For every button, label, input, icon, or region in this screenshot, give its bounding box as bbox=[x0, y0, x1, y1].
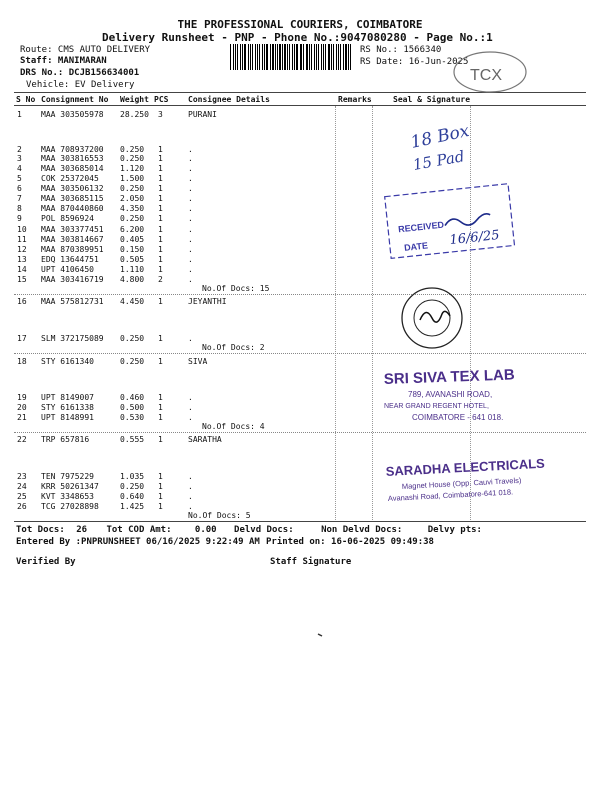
row-7-weight: 2.050 bbox=[120, 194, 145, 203]
row-21-consignee: . bbox=[188, 413, 193, 422]
row-13-consignment: EDQ 13644751 bbox=[41, 255, 99, 264]
row-12-consignee: . bbox=[188, 245, 193, 254]
row-7-pcs: 1 bbox=[158, 194, 163, 203]
round-seal bbox=[402, 288, 462, 348]
company-title: THE PROFESSIONAL COURIERS, COIMBATORE bbox=[177, 18, 423, 31]
row-20-sno: 20 bbox=[17, 403, 27, 412]
row-13-weight: 0.505 bbox=[120, 255, 145, 264]
row-18-sno: 18 bbox=[17, 357, 27, 366]
row-18-pcs: 1 bbox=[158, 357, 163, 366]
row-13-pcs: 1 bbox=[158, 255, 163, 264]
row-2-weight: 0.250 bbox=[120, 145, 145, 154]
tot-docs-value: 26 bbox=[76, 525, 88, 535]
row-14-weight: 1.110 bbox=[120, 265, 145, 274]
row-11-sno: 11 bbox=[17, 235, 27, 244]
row-10-consignment: MAA 303377451 bbox=[41, 225, 104, 234]
row-6-consignment: MAA 303506132 bbox=[41, 184, 104, 193]
verified-by: Verified By bbox=[16, 557, 76, 567]
row-22-sno: 22 bbox=[17, 435, 27, 444]
row-21-pcs: 1 bbox=[158, 413, 163, 422]
entered-by: Entered By :PNPRUNSHEET 06/16/2025 9:22:49 AM bbox=[16, 537, 260, 547]
drs-label: DRS No.: DCJB156634001 bbox=[20, 68, 140, 78]
row-9-consignee: . bbox=[188, 214, 193, 223]
row-3-sno: 3 bbox=[17, 154, 22, 163]
vehicle-label: Vehicle: EV Delivery bbox=[26, 80, 135, 90]
row-4-sno: 4 bbox=[17, 164, 22, 173]
row-17-weight: 0.250 bbox=[120, 334, 145, 343]
row-22-weight: 0.555 bbox=[120, 435, 145, 444]
row-22-pcs: 1 bbox=[158, 435, 163, 444]
printed-on: Printed on: 16-06-2025 09:49:38 bbox=[266, 537, 434, 547]
row-21-sno: 21 bbox=[17, 413, 27, 422]
row-24-sno: 24 bbox=[17, 482, 27, 491]
row-19-pcs: 1 bbox=[158, 393, 163, 402]
row-3-weight: 0.250 bbox=[120, 154, 145, 163]
row-26-consignee: . bbox=[188, 502, 193, 511]
row-14-consignment: UPT 4106450 bbox=[41, 265, 94, 274]
row-12-consignment: MAA 870389951 bbox=[41, 245, 104, 254]
row-4-pcs: 1 bbox=[158, 164, 163, 173]
row-15-consignment: MAA 303416719 bbox=[41, 275, 104, 284]
row-14-consignee: . bbox=[188, 265, 193, 274]
row-1-pcs: 3 bbox=[158, 110, 163, 119]
row-7-consignee: . bbox=[188, 194, 193, 203]
row-9-pcs: 1 bbox=[158, 214, 163, 223]
row-20-weight: 0.500 bbox=[120, 403, 145, 412]
saradha-addr2: Avanashi Road, Coimbatore-641 018. bbox=[387, 487, 514, 503]
row-7-consignment: MAA 303685115 bbox=[41, 194, 104, 203]
tot-docs-label: Tot Docs: bbox=[16, 525, 65, 535]
col-sno: S No bbox=[16, 95, 36, 104]
staff-label: Staff: MANIMARAN bbox=[20, 56, 107, 66]
staff-signature-label: Staff Signature bbox=[270, 557, 352, 567]
group-1-doc-count: No.Of Docs: 15 bbox=[202, 284, 270, 293]
row-6-sno: 6 bbox=[17, 184, 22, 193]
row-1-consignment: MAA 303505978 bbox=[41, 110, 104, 119]
row-11-weight: 0.405 bbox=[120, 235, 145, 244]
row-2-sno: 2 bbox=[17, 145, 22, 154]
row-15-pcs: 2 bbox=[158, 275, 163, 284]
row-1-sno: 1 bbox=[17, 110, 22, 119]
tot-cod-value: 0.00 bbox=[194, 525, 217, 535]
col-seal: Seal & Signature bbox=[393, 95, 471, 104]
row-17-pcs: 1 bbox=[158, 334, 163, 343]
row-24-pcs: 1 bbox=[158, 482, 163, 491]
row-16-consignee: JEYANTHI bbox=[188, 297, 227, 306]
tot-cod-label: Tot COD Amt: bbox=[106, 525, 172, 535]
row-20-consignee: . bbox=[188, 403, 193, 412]
received-stamp bbox=[385, 184, 515, 259]
row-10-consignee: . bbox=[188, 225, 193, 234]
row-1-weight: 28.250 bbox=[120, 110, 149, 119]
row-16-weight: 4.450 bbox=[120, 297, 145, 306]
row-5-consignee: . bbox=[188, 174, 193, 183]
row-12-pcs: 1 bbox=[158, 245, 163, 254]
row-22-consignment: TRP 657816 bbox=[41, 435, 90, 444]
row-16-sno: 16 bbox=[17, 297, 27, 306]
row-7-sno: 7 bbox=[17, 194, 22, 203]
row-25-consignment: KVT 3348653 bbox=[41, 492, 94, 501]
row-23-weight: 1.035 bbox=[120, 472, 145, 481]
non-delvd-docs-label: Non Delvd Docs: bbox=[321, 525, 403, 535]
row-25-sno: 25 bbox=[17, 492, 27, 501]
row-6-weight: 0.250 bbox=[120, 184, 145, 193]
row-13-sno: 13 bbox=[17, 255, 27, 264]
row-15-consignee: . bbox=[188, 275, 193, 284]
row-8-consignment: MAA 870440860 bbox=[41, 204, 104, 213]
row-18-consignment: STY 6161340 bbox=[41, 357, 94, 366]
row-10-weight: 6.200 bbox=[120, 225, 145, 234]
row-18-weight: 0.250 bbox=[120, 357, 145, 366]
row-5-weight: 1.500 bbox=[120, 174, 145, 183]
row-17-sno: 17 bbox=[17, 334, 27, 343]
row-2-consignee: . bbox=[188, 145, 193, 154]
row-6-pcs: 1 bbox=[158, 184, 163, 193]
row-24-consignment: KRR 50261347 bbox=[41, 482, 99, 491]
row-11-consignment: MAA 303814667 bbox=[41, 235, 104, 244]
row-26-weight: 1.425 bbox=[120, 502, 145, 511]
col-weight: Weight bbox=[120, 95, 149, 104]
row-9-consignment: POL 8596924 bbox=[41, 214, 94, 223]
handwritten-pad: 15 Pad bbox=[411, 147, 466, 174]
row-8-sno: 8 bbox=[17, 204, 22, 213]
group-2-doc-count: No.Of Docs: 2 bbox=[202, 343, 265, 352]
row-22-consignee: SARATHA bbox=[188, 435, 222, 444]
row-17-consignee: . bbox=[188, 334, 193, 343]
row-19-sno: 19 bbox=[17, 393, 27, 402]
delvd-docs-label: Delvd Docs: bbox=[234, 525, 294, 535]
row-18-consignee: SIVA bbox=[188, 357, 208, 366]
group-3-doc-count: No.Of Docs: 4 bbox=[202, 422, 265, 431]
row-25-pcs: 1 bbox=[158, 492, 163, 501]
row-20-pcs: 1 bbox=[158, 403, 163, 412]
tcx-stamp bbox=[454, 52, 526, 92]
row-3-consignment: MAA 303816553 bbox=[41, 154, 104, 163]
row-9-weight: 0.250 bbox=[120, 214, 145, 223]
row-6-consignee: . bbox=[188, 184, 193, 193]
received-text: RECEIVED bbox=[397, 219, 445, 235]
siva-stamp-city: COIMBATORE - 641 018. bbox=[412, 413, 504, 422]
siva-stamp-addr2: NEAR GRAND REGENT HOTEL, bbox=[384, 403, 489, 410]
row-23-consignment: TEN 7975229 bbox=[41, 472, 94, 481]
route-label: Route: CMS AUTO DELIVERY bbox=[20, 45, 151, 55]
row-14-pcs: 1 bbox=[158, 265, 163, 274]
row-12-sno: 12 bbox=[17, 245, 27, 254]
row-5-sno: 5 bbox=[17, 174, 22, 183]
row-4-weight: 1.120 bbox=[120, 164, 145, 173]
col-pcs: PCS bbox=[154, 95, 169, 104]
saradha-addr1: Magnet House (Opp. Cauvi Travels) bbox=[401, 475, 522, 491]
row-15-weight: 4.800 bbox=[120, 275, 145, 284]
row-11-consignee: . bbox=[188, 235, 193, 244]
rs-date: RS Date: 16-Jun-2025 bbox=[360, 57, 469, 67]
tcx-text: TCX bbox=[470, 67, 502, 84]
row-8-pcs: 1 bbox=[158, 204, 163, 213]
row-3-pcs: 1 bbox=[158, 154, 163, 163]
row-21-consignment: UPT 8148991 bbox=[41, 413, 94, 422]
col-consignment: Consignment No bbox=[41, 95, 109, 104]
saradha-stamp bbox=[385, 456, 545, 503]
row-20-consignment: STY 6161338 bbox=[41, 403, 94, 412]
row-10-sno: 10 bbox=[17, 225, 27, 234]
row-16-consignment: MAA 575812731 bbox=[41, 297, 104, 306]
row-14-sno: 14 bbox=[17, 265, 27, 274]
row-3-consignee: . bbox=[188, 154, 193, 163]
row-21-weight: 0.530 bbox=[120, 413, 145, 422]
col-consignee: Consignee Details bbox=[188, 95, 270, 104]
row-5-consignment: COK 25372045 bbox=[41, 174, 99, 183]
rs-number: RS No.: 1566340 bbox=[360, 45, 442, 55]
row-24-consignee: . bbox=[188, 482, 193, 491]
row-8-weight: 4.350 bbox=[120, 204, 145, 213]
row-23-consignee: . bbox=[188, 472, 193, 481]
date-text: DATE bbox=[403, 240, 429, 253]
row-9-sno: 9 bbox=[17, 214, 22, 223]
row-13-consignee: . bbox=[188, 255, 193, 264]
row-26-consignment: TCG 27028898 bbox=[41, 502, 99, 511]
runsheet-subtitle: Delivery Runsheet - PNP - Phone No.:9047080280 - Page No.:1 bbox=[102, 31, 493, 44]
row-19-consignee: . bbox=[188, 393, 193, 402]
delvy-pts-label: Delvy pts: bbox=[427, 525, 482, 535]
row-2-consignment: MAA 708937200 bbox=[41, 145, 104, 154]
col-remarks: Remarks bbox=[338, 95, 372, 104]
row-26-pcs: 1 bbox=[158, 502, 163, 511]
handwritten-boxes: 18 Box bbox=[408, 120, 472, 153]
row-23-pcs: 1 bbox=[158, 472, 163, 481]
received-date-hand: 16/6/25 bbox=[448, 227, 501, 249]
row-25-weight: 0.640 bbox=[120, 492, 145, 501]
group-4-doc-count: No.Of Docs: 5 bbox=[188, 511, 251, 520]
row-12-weight: 0.150 bbox=[120, 245, 145, 254]
row-2-pcs: 1 bbox=[158, 145, 163, 154]
row-16-pcs: 1 bbox=[158, 297, 163, 306]
row-15-sno: 15 bbox=[17, 275, 27, 284]
saradha-name: SARADHA ELECTRICALS bbox=[385, 455, 546, 479]
siva-stamp-name: SRI SIVA TEX LAB bbox=[383, 366, 515, 388]
siva-tex-lab-stamp bbox=[384, 366, 516, 422]
row-24-weight: 0.250 bbox=[120, 482, 145, 491]
row-5-pcs: 1 bbox=[158, 174, 163, 183]
siva-stamp-addr1: 789, AVANASHI ROAD, bbox=[408, 390, 493, 399]
row-8-consignee: . bbox=[188, 204, 193, 213]
row-1-consignee: PURANI bbox=[188, 110, 217, 119]
row-25-consignee: . bbox=[188, 492, 193, 501]
row-10-pcs: 1 bbox=[158, 225, 163, 234]
row-26-sno: 26 bbox=[17, 502, 27, 511]
row-17-consignment: SLM 372175089 bbox=[41, 334, 104, 343]
row-4-consignment: MAA 303685014 bbox=[41, 164, 104, 173]
row-11-pcs: 1 bbox=[158, 235, 163, 244]
row-23-sno: 23 bbox=[17, 472, 27, 481]
row-19-weight: 0.460 bbox=[120, 393, 145, 402]
row-19-consignment: UPT 8149007 bbox=[41, 393, 94, 402]
row-4-consignee: . bbox=[188, 164, 193, 173]
